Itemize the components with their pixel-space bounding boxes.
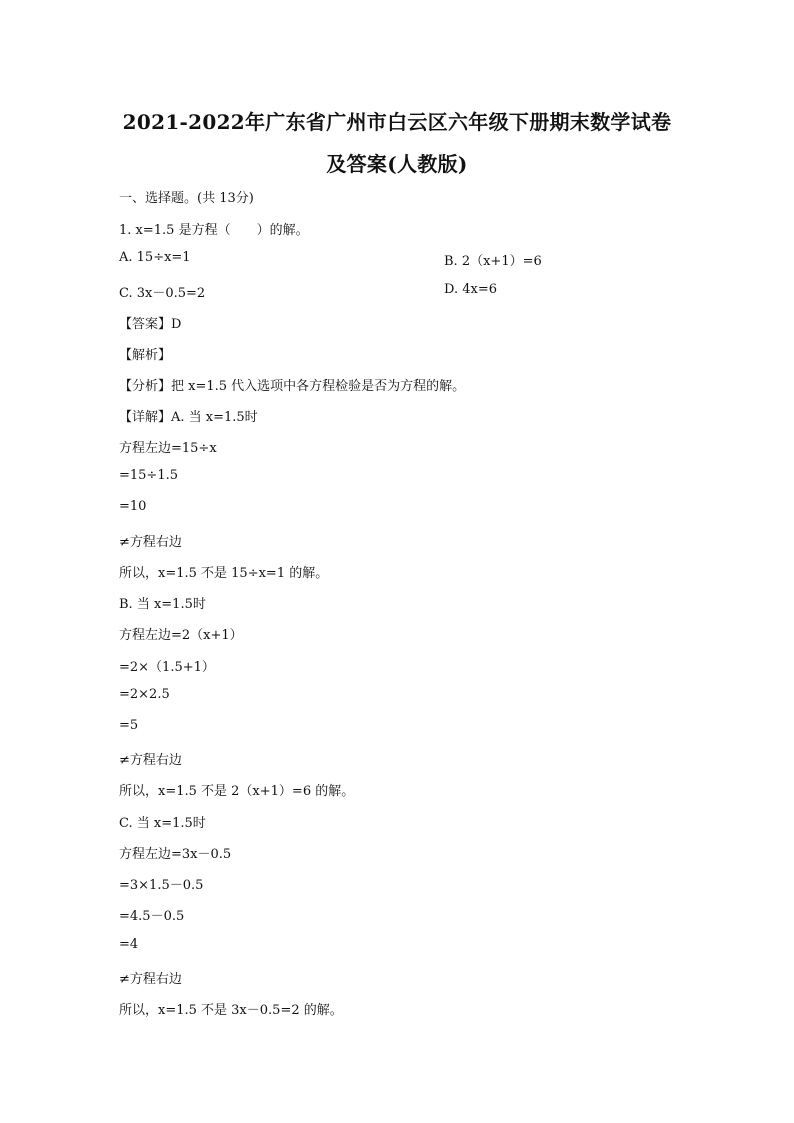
analysis-text: 【分析】把 x=1.5 代入选项中各方程检验是否为方程的解。	[119, 379, 466, 394]
detail-b-line: 方程左边=2（x+1）	[119, 628, 243, 643]
detail-c-line: ≠方程右边	[119, 972, 182, 987]
section-heading: 一、选择题。(共 13分)	[119, 191, 254, 206]
option-c: C. 3x－0.5=2	[119, 286, 206, 301]
detail-b-line: =2×2.5	[119, 687, 170, 702]
answer-line: 【答案】D	[119, 317, 182, 332]
detail-b-line: =2×（1.5+1）	[119, 660, 215, 675]
detail-c-line: =4	[119, 937, 139, 952]
option-b: B. 2（x+1）=6	[444, 254, 542, 269]
detail-c-start: C. 当 x=1.5时	[119, 816, 206, 831]
detail-start: 【详解】A. 当 x=1.5时	[119, 410, 258, 425]
detail-b-line: =5	[119, 718, 139, 733]
detail-c-line: 方程左边=3x－0.5	[119, 847, 232, 862]
detail-a-line: =15÷1.5	[119, 468, 179, 483]
detail-b-start: B. 当 x=1.5时	[119, 597, 206, 612]
question-stem: 1. x=1.5 是方程（ ）的解。	[119, 223, 309, 238]
detail-c-conclusion: 所以，x=1.5 不是 3x－0.5=2 的解。	[119, 1003, 343, 1018]
detail-c-line: =3×1.5－0.5	[119, 878, 204, 893]
document-title-line-2: 及答案(人教版)	[326, 152, 468, 176]
detail-a-line: =10	[119, 499, 147, 514]
document-title-line-1: 2021-2022年广东省广州市白云区六年级下册期末数学试卷	[122, 110, 672, 134]
option-d: D. 4x=6	[444, 282, 497, 297]
detail-a-line: ≠方程右边	[119, 535, 182, 550]
detail-c-line: =4.5－0.5	[119, 909, 185, 924]
detail-a-line: 方程左边=15÷x	[119, 441, 217, 456]
analysis-heading: 【解析】	[119, 348, 172, 363]
detail-b-conclusion: 所以，x=1.5 不是 2（x+1）=6 的解。	[119, 784, 355, 799]
detail-a-conclusion: 所以，x=1.5 不是 15÷x=1 的解。	[119, 566, 329, 581]
option-a: A. 15÷x=1	[119, 250, 191, 265]
detail-b-line: ≠方程右边	[119, 753, 182, 768]
